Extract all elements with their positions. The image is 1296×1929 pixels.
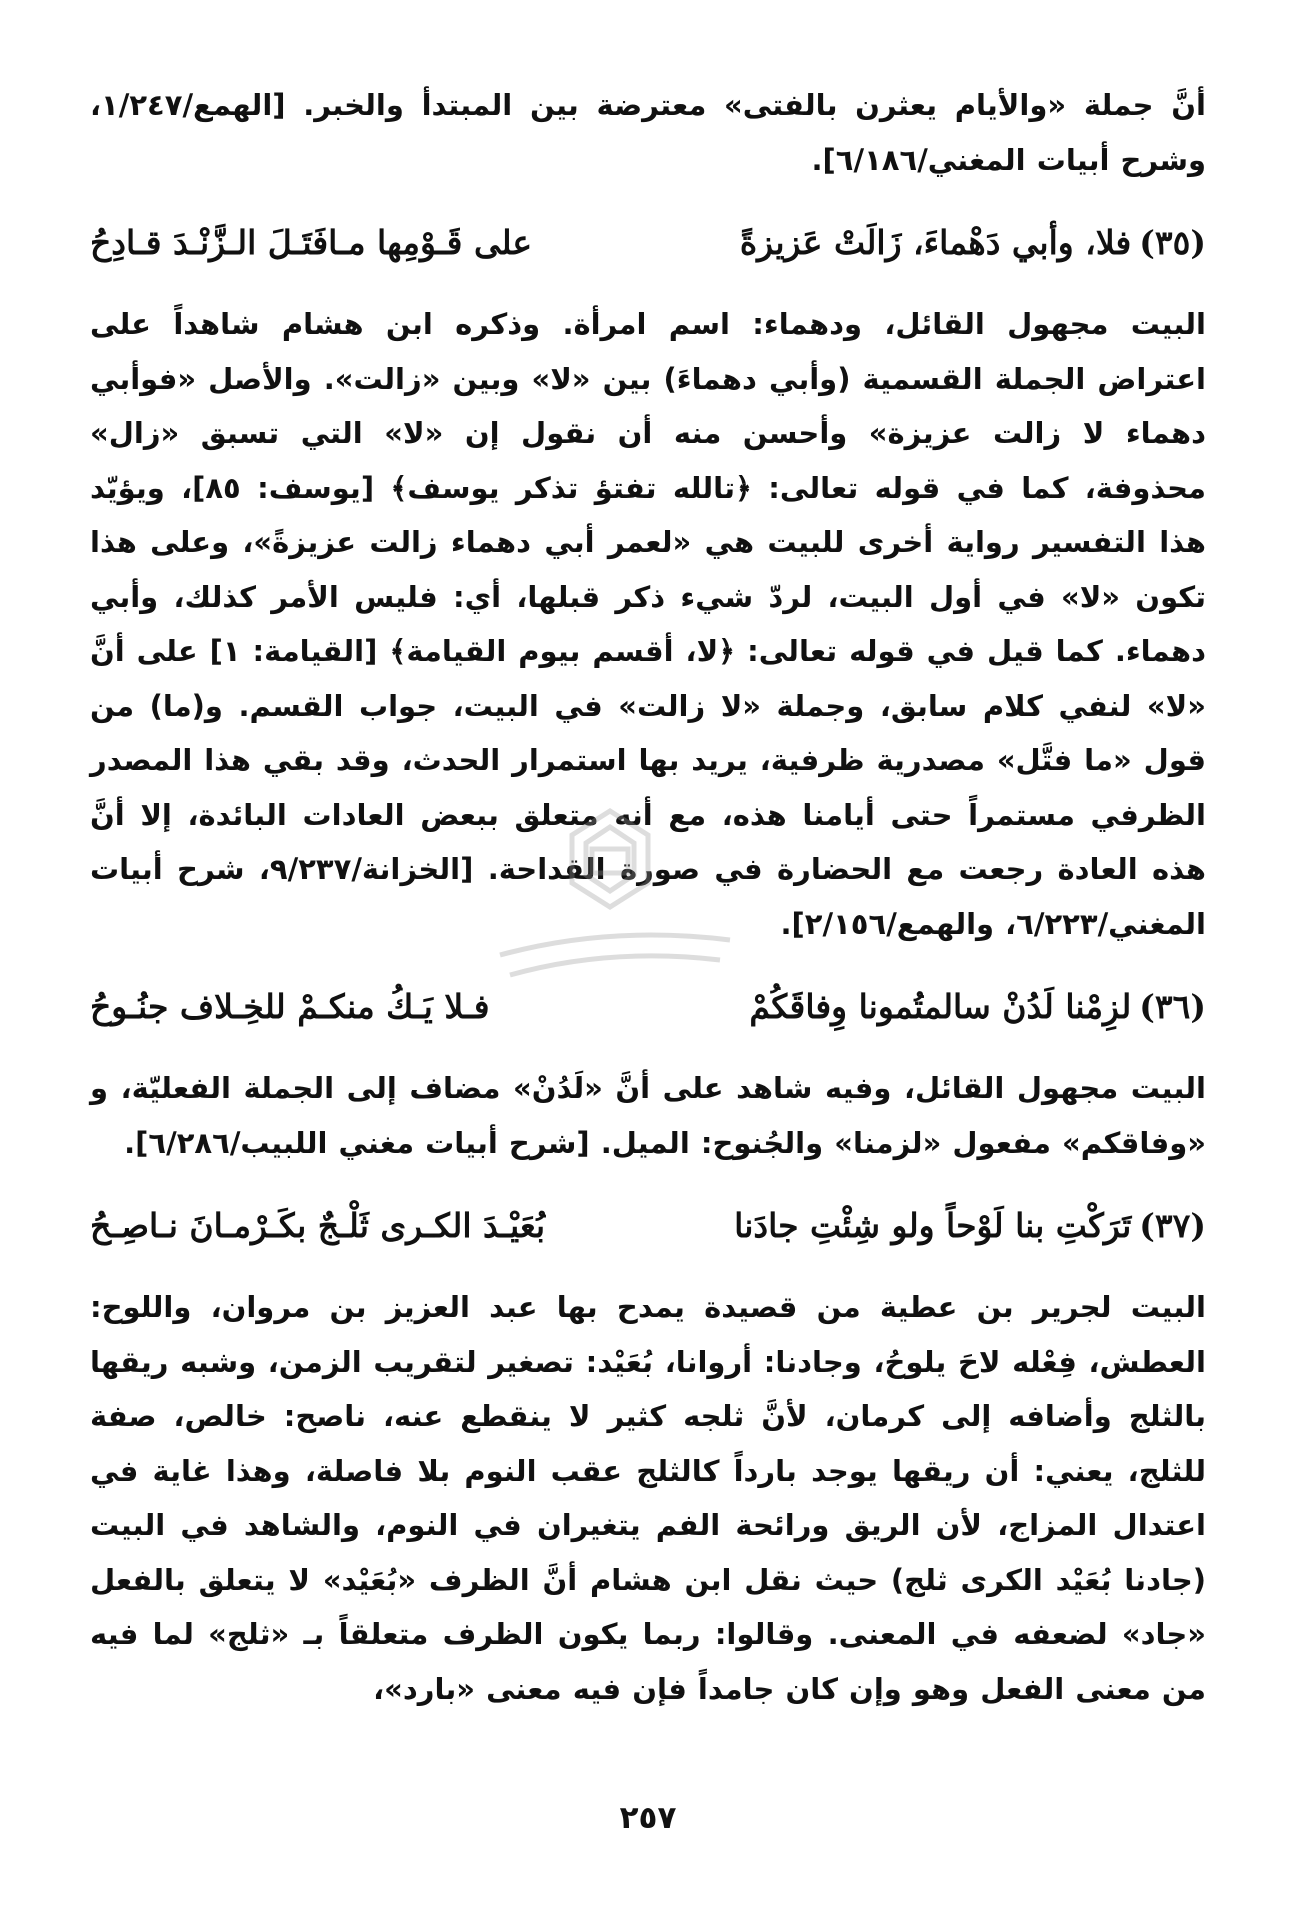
spacer bbox=[90, 1170, 1206, 1196]
verse-number: (٣٥) bbox=[1139, 223, 1206, 262]
verse-37-first-hemistich bbox=[734, 1196, 1206, 1256]
verse-number: (٣٦) bbox=[1139, 987, 1206, 1026]
spacer bbox=[90, 951, 1206, 977]
paragraph-commentary-37: البيت لجرير بن عطية من قصيدة يمدح بها عبد العزيز بن مروان، واللوح: العطش، فِعْله لاحَ يلوحُ، وجادنا: أروانا، بُعَيْد: تصغير لتقريب الزمن، وشبه ريقها بالثلج وأضافه إلى كرمان، لأنَّ ثلجه كثير لا ينقطع عنه، ناصح: خالص، صفة للثلج، يعني: أن ريقها يوجد بارداً كالثلج عقب النوم بلا فاصلة، وهذا غاية في اعتدال المزاج، لأن الريق ورائحة الفم يتغيران في النوم، والشاهد في البيت (جادنا بُعَيْد الكرى ثلج) حيث نقل ابن هشام أنَّ الظرف «بُعَيْد» لا يتعلق بالفعل «جاد» لضعفه في المعنى. وقالوا: ربما يكون الظرف متعلقاً بـ «ثلج» لما فيه من معنى الفعل وهو وإن كان جامداً فإن فيه معنى «بارد»، bbox=[90, 1290, 1206, 1706]
verse-text: لزِمْنا لَدُنْ سالمتُمونا وِفاقَكُمْ bbox=[749, 987, 1132, 1026]
verse-35-first-hemistich bbox=[740, 213, 1206, 273]
spacer bbox=[90, 187, 1206, 213]
verse-35-second-hemistich: على قَـوْمِها مـافَتَـلَ الـزَّنْـدَ قـادِحُ bbox=[90, 223, 533, 262]
verse-36 bbox=[90, 977, 1206, 1037]
verse-number: (٣٧) bbox=[1139, 1206, 1206, 1245]
spacer bbox=[90, 1037, 1206, 1061]
page-body bbox=[90, 78, 1206, 1929]
paragraph-intro: أنَّ جملة «والأيام يعثرن بالفتى» معترضة بين المبتدأ والخبر. [الهمع/١/٢٤٧، وشرح أبيات المغني/٦/١٨٦]. bbox=[90, 88, 1206, 177]
verse-36-second-hemistich: فـلا يَـكُ منكـمْ للخِـلاف جنُـوحُ bbox=[90, 987, 490, 1026]
paragraph-commentary-36: البيت مجهول القائل، وفيه شاهد على أنَّ «لَدُنْ» مضاف إلى الجملة الفعليّة، و «وفاقكم» مفعول «لزمنا» والجُنوح: الميل. [شرح أبيات مغني اللبيب/٦/٢٨٦]. bbox=[90, 1071, 1206, 1160]
paragraph-commentary-35: البيت مجهول القائل، ودهماء: اسم امرأة. وذكره ابن هشام شاهداً على اعتراض الجملة القسمية (وأبي دهماءَ) بين «لا» وبين «زالت». والأصل «فوأبي دهماء لا زالت عزيزة» وأحسن منه أن نقول إن «لا» التي تسبق «زال» محذوفة، كما في قوله تعالى: ﴿تالله تفتؤ تذكر يوسف﴾ [يوسف: ٨٥]، ويؤيّد هذا التفسير رواية أخرى للبيت هي «لعمر أبي دهماء زالت عزيزةً»، وعلى هذا تكون «لا» في أول البيت، لردّ شيء ذكر قبلها، أي: فليس الأمر كذلك، وأبي دهماء. كما قيل في قوله تعالى: ﴿لا، أقسم بيوم القيامة﴾ [القيامة: ١] على أنَّ «لا» لنفي كلام سابق، وجملة «لا زالت» في البيت، جواب القسم. و(ما) من قول «ما فتَّل» مصدرية ظرفية، يريد بها استمرار الحدث، وقد بقي هذا المصدر الظرفي مستمراً حتى أيامنا هذه، مع أنه متعلق ببعض العادات البائدة، إلا أنَّ هذه العادة رجعت مع الحضارة في صورة القداحة. [الخزانة/٩/٢٣٧، شرح أبيات المغني/٦/٢٢٣، والهمع/٢/١٥٦]. bbox=[90, 307, 1207, 941]
verse-text: فلا، وأبي دَهْماءَ، زَالَتْ عَزيزةً bbox=[739, 223, 1132, 262]
page-number: ٢٥٧ bbox=[619, 1800, 677, 1836]
verse-35 bbox=[90, 213, 1206, 273]
spacer bbox=[90, 273, 1206, 297]
spacer bbox=[90, 1256, 1206, 1280]
verse-text: تَرَكْتِ بنا لَوْحاً ولو شِئْتِ جادَنا bbox=[734, 1206, 1132, 1245]
verse-37 bbox=[90, 1196, 1206, 1256]
verse-37-second-hemistich: بُعَيْـدَ الكـرى ثَلْـجٌ بكَـرْمـانَ نـاصِـحُ bbox=[90, 1206, 546, 1245]
verse-36-first-hemistich bbox=[749, 977, 1206, 1037]
